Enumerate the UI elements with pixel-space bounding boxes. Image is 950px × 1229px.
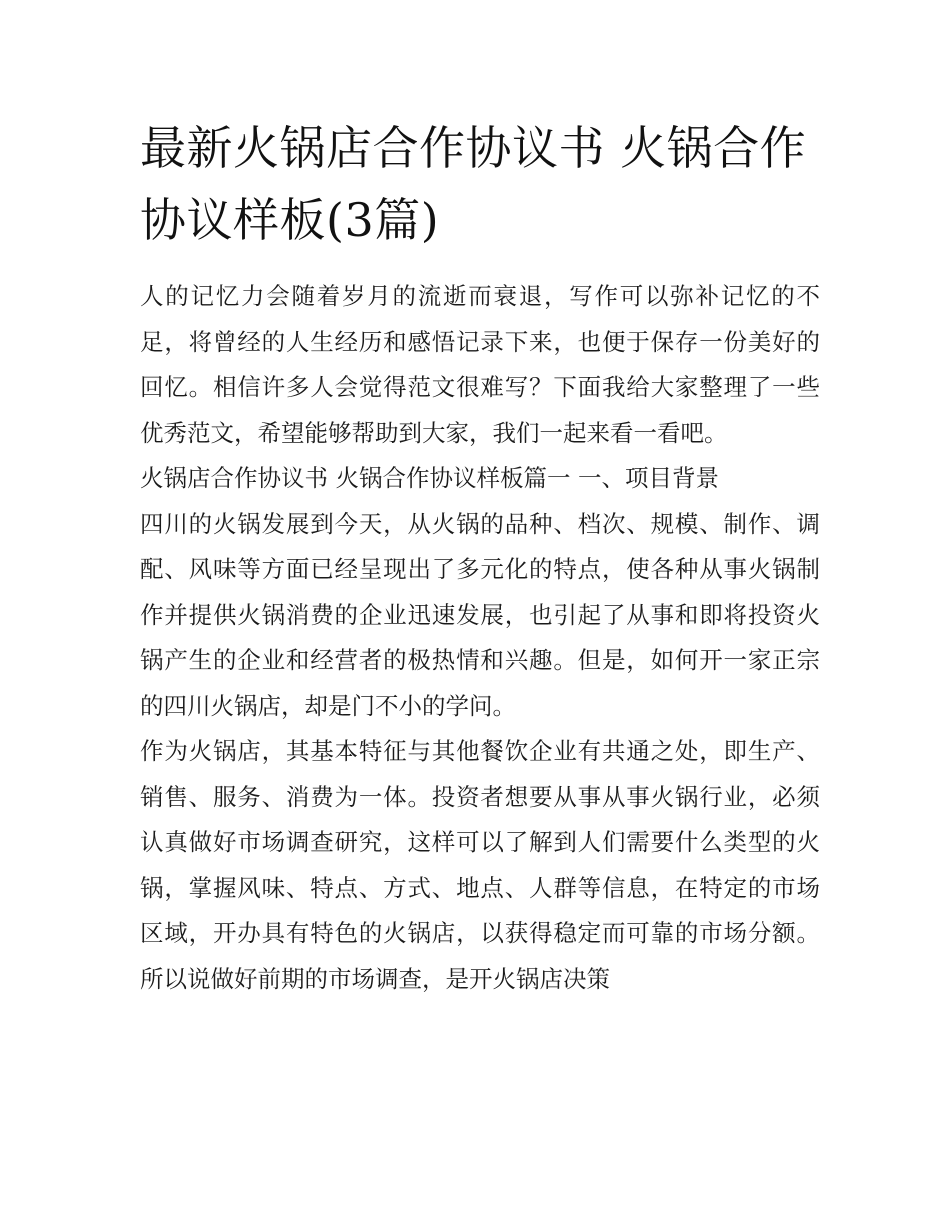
document-body [140,274,820,1002]
document-title: 最新火锅店合作协议书 火锅合作协议样板(3篇) [140,121,807,247]
paragraph-background: 四川的火锅发展到今天，从火锅的品种、档次、规模、制作、调配、风味等方面已经呈现出了多元化的特点，使各种从事火锅制作并提供火锅消费的企业迅速发展，也引起了从事和即将投资火锅产生的企业和经营者的极热情和兴趣。但是，如何开一家正宗的四川火锅店，却是门不小的学问。 [140,509,820,720]
paragraph-characteristics: 作为火锅店，其基本特征与其他餐饮企业有共通之处，即生产、销售、服务、消费为一体。投资者想要从事从事火锅行业，必须认真做好市场调查研究，这样可以了解到人们需要什么类型的火锅，掌握风味、特点、方式、地点、人群等信息，在特定的市场区域，开办具有特色的火锅店，以获得稳定而可靠的市场分额。所以说做好前期的市场调查，是开火锅店决策 [140,737,820,993]
document-page [140,112,820,1002]
paragraph-intro: 人的记忆力会随着岁月的流逝而衰退，写作可以弥补记忆的不足，将曾经的人生经历和感悟记录下来，也便于保存一份美好的回忆。相信许多人会觉得范文很难写？下面我给大家整理了一些优秀范文，希望能够帮助到大家，我们一起来看一看吧。 [140,282,820,447]
paragraph-section-heading: 火锅店合作协议书 火锅合作协议样板篇一 一、项目背景 [140,464,719,492]
